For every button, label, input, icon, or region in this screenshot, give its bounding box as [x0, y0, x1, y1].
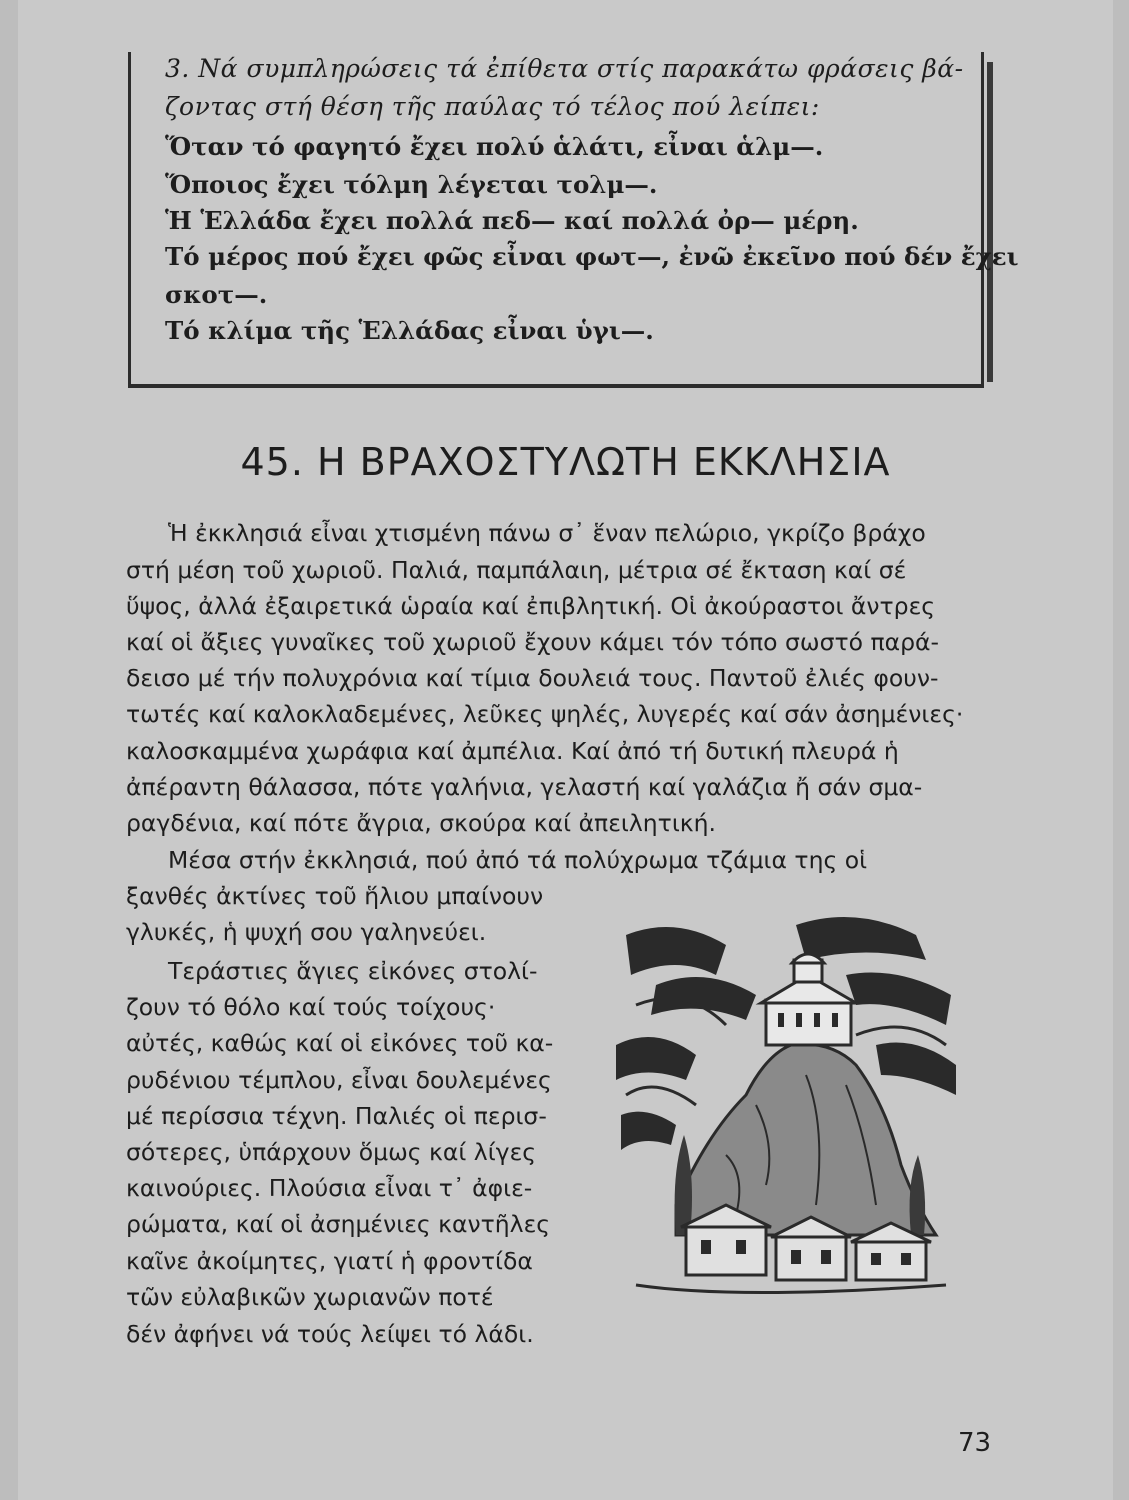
paragraph-line: ὕψος, ἀλλά ἐξαιρετικά ὡραία καί ἐπιβλητική. Οἱ ἀκούραστοι ἄντρες	[126, 592, 936, 620]
book-page	[18, 0, 1113, 1500]
paragraph-line: καί οἱ ἄξιες γυναῖκες τοῦ χωριοῦ ἔχουν κάμει τόν τόπο σωστό παρά-	[126, 628, 940, 656]
paragraph-line: καλοσκαμμένα χωράφια καί ἀμπέλια. Καί ἀπό τή δυτική πλευρά ἡ	[126, 737, 899, 765]
paragraph-line: ραγδένια, καί πότε ἄγρια, σκούρα καί ἀπειλητική.	[126, 809, 716, 837]
exercise-box	[128, 52, 1019, 388]
paragraph-line: Μέσα στήν ἐκκλησιά, πού ἀπό τά πολύχρωμα τζάμια της οἱ	[168, 846, 868, 874]
exercise-item: Τό μέρος πού ἔχει φῶς εἶναι φωτ—, ἐνῶ ἐκεῖνο πού δέν ἔχει	[165, 242, 1019, 271]
paragraph-line: γλυκές, ἡ ψυχή σου γαληνεύει.	[126, 918, 487, 946]
exercise-item: Ὅποιος ἔχει τόλμη λέγεται τολμ—.	[165, 170, 658, 199]
paragraph-line: καῖνε ἀκοίμητες, γιατί ἡ φροντίδα	[126, 1247, 533, 1275]
paragraph-line: δεισο μέ τήν πολυχρόνια καί τίμια δουλειά τους. Παντοῦ ἐλιές φουν-	[126, 664, 939, 692]
exercise-item: Ἡ Ἑλλάδα ἔχει πολλά πεδ— καί πολλά ὀρ— μέρη.	[165, 206, 859, 235]
paragraph-line: ξανθές ἀκτίνες τοῦ ἥλιου μπαίνουν	[126, 882, 544, 910]
church-on-rock-illustration	[616, 905, 961, 1305]
page-number: 73	[958, 1428, 992, 1458]
paragraph-line: ἀπέραντη θάλασσα, πότε γαλήνια, γελαστή καί γαλάζια ἤ σάν σμα-	[126, 773, 923, 801]
paragraph-line: δέν ἀφήνει νά τούς λείψει τό λάδι.	[126, 1320, 534, 1348]
chapter-title: 45. Η ΒΡΑΧΟΣΤΥΛΩΤΗ ΕΚΚΛΗΣΙΑ	[240, 440, 891, 484]
paragraph-line: τῶν εὐλαβικῶν χωριανῶν ποτέ	[126, 1283, 494, 1311]
exercise-item: Ὅταν τό φαγητό ἔχει πολύ ἁλάτι, εἶναι ἁλμ—.	[165, 132, 824, 161]
paragraph-line: αὐτές, καθώς καί οἱ εἰκόνες τοῦ κα-	[126, 1029, 554, 1057]
exercise-item: Τό κλίμα τῆς Ἑλλάδας εἶναι ὑγι—.	[165, 316, 654, 345]
paragraph-line: Τεράστιες ἅγιες εἰκόνες στολί-	[168, 957, 538, 985]
paragraph-line: στή μέση τοῦ χωριοῦ. Παλιά, παμπάλαιη, μέτρια σέ ἔκταση καί σέ	[126, 556, 907, 584]
paragraph-line: ρυδένιου τέμπλου, εἶναι δουλεμένες	[126, 1066, 552, 1094]
exercise-instruction-line: 3. Νά συμπληρώσεις τά ἐπίθετα στίς παρακάτω φράσεις βά-	[165, 54, 964, 83]
paragraph-line: Ἡ ἐκκλησιά εἶναι χτισμένη πάνω σ᾽ ἕναν πελώριο, γκρίζο βράχο	[168, 519, 926, 547]
box-side-bar	[987, 62, 993, 382]
paragraph-line: καινούριες. Πλούσια εἶναι τ᾽ ἀφιε-	[126, 1174, 533, 1202]
exercise-item: σκοτ—.	[165, 280, 268, 309]
paragraph-line: ρώματα, καί οἱ ἀσημένιες καντῆλες	[126, 1210, 551, 1238]
paragraph-line: σότερες, ὑπάρχουν ὅμως καί λίγες	[126, 1138, 537, 1166]
exercise-instruction-line: ζοντας στή θέση τῆς παύλας τό τέλος πού λείπει:	[165, 92, 820, 121]
paragraph-line: μέ περίσσια τέχνη. Παλιές οἱ περισ-	[126, 1102, 547, 1130]
paragraph-line: ζουν τό θόλο καί τούς τοίχους·	[126, 993, 496, 1021]
paragraph-line: τωτές καί καλοκλαδεμένες, λεῦκες ψηλές, λυγερές καί σάν ἀσημένιες·	[126, 700, 964, 728]
